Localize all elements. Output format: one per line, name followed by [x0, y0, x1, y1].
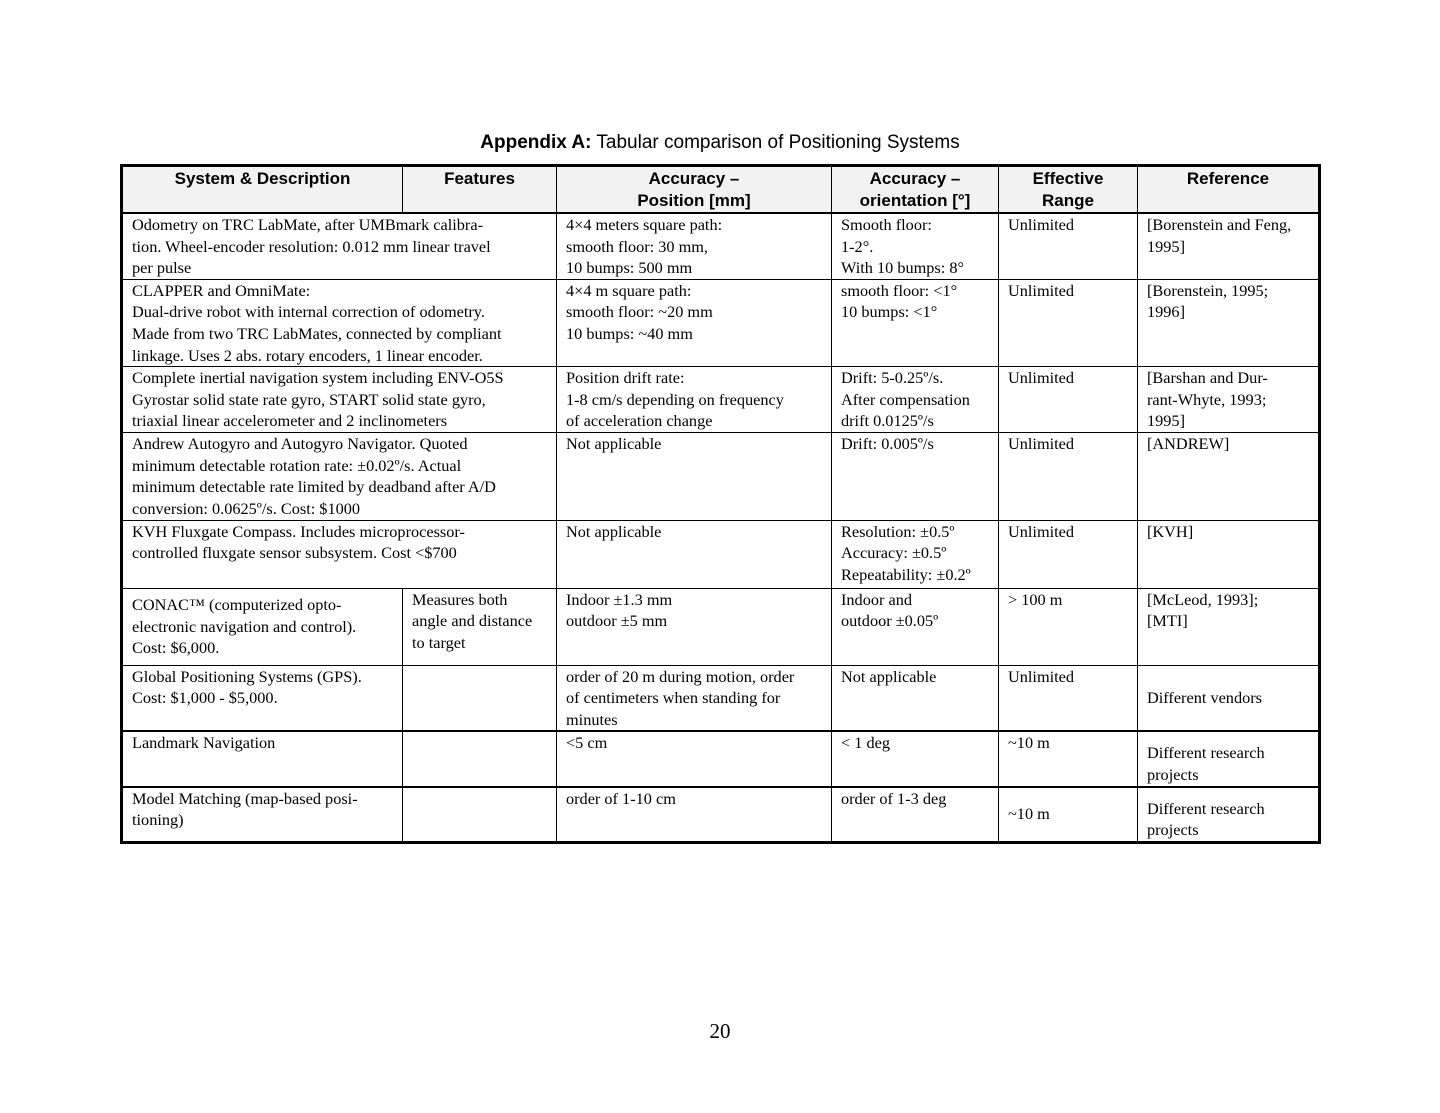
table-row	[122, 787, 1320, 843]
cell-position: Position drift rate: 1-8 cm/s depending on frequency of acceleration change	[557, 367, 832, 433]
table-row	[122, 367, 1320, 433]
table-row	[122, 433, 1320, 520]
page-number: 20	[709, 1019, 731, 1043]
cell-range: ~10 m	[999, 787, 1138, 843]
cell-reference: Different research projects	[1138, 731, 1320, 786]
cell-position: Not applicable	[557, 433, 832, 520]
cell-position: 4×4 m square path: smooth floor: ~20 mm 10 bumps: ~40 mm	[557, 279, 832, 366]
cell-system: Complete inertial navigation system including ENV-O5S Gyrostar solid state rate gyro, START solid state gyro, triaxial linear accelerometer and 2 inclinometers	[122, 367, 557, 433]
cell-system: Andrew Autogyro and Autogyro Navigator. Quoted minimum detectable rotation rate: ±0.02º/s. Actual minimum detectable rate limited by deadband after A/D conversion: 0.0625º/s. Cost: $1000	[122, 433, 557, 520]
cell-reference: [KVH]	[1138, 520, 1320, 588]
table-row	[122, 731, 1320, 786]
cell-reference: [Borenstein, 1995; 1996]	[1138, 279, 1320, 366]
cell-position: Not applicable	[557, 520, 832, 588]
positioning-systems-table	[120, 164, 1321, 844]
cell-range: Unlimited	[999, 665, 1138, 731]
cell-orientation: Not applicable	[832, 665, 999, 731]
cell-position: order of 20 m during motion, order of centimeters when standing for minutes	[557, 665, 832, 731]
cell-orientation: order of 1-3 deg	[832, 787, 999, 843]
cell-position: Indoor ±1.3 mm outdoor ±5 mm	[557, 588, 832, 665]
cell-system: Global Positioning Systems (GPS). Cost: $1,000 - $5,000.	[122, 665, 403, 731]
cell-range: Unlimited	[999, 279, 1138, 366]
table-row	[122, 520, 1320, 588]
header-position-accuracy: Accuracy – Position [mm]	[557, 166, 832, 214]
cell-features	[403, 665, 557, 731]
cell-orientation: Drift: 0.005º/s	[832, 433, 999, 520]
header-reference: Reference	[1138, 166, 1320, 214]
cell-range: Unlimited	[999, 520, 1138, 588]
cell-reference: Different research projects	[1138, 787, 1320, 843]
cell-position: 4×4 meters square path: smooth floor: 30 mm, 10 bumps: 500 mm	[557, 213, 832, 279]
cell-orientation: Smooth floor: 1-2°. With 10 bumps: 8°	[832, 213, 999, 279]
cell-range: Unlimited	[999, 433, 1138, 520]
table-row	[122, 588, 1320, 665]
cell-orientation: smooth floor: <1° 10 bumps: <1°	[832, 279, 999, 366]
table-row	[122, 213, 1320, 279]
cell-system: Model Matching (map-based posi- tioning)	[122, 787, 403, 843]
table-header-row	[122, 166, 1320, 214]
cell-reference: [ANDREW]	[1138, 433, 1320, 520]
cell-range: Unlimited	[999, 367, 1138, 433]
header-effective-range: Effective Range	[999, 166, 1138, 214]
cell-range: > 100 m	[999, 588, 1138, 665]
cell-system: Odometry on TRC LabMate, after UMBmark calibra- tion. Wheel-encoder resolution: 0.012 mm linear travel per pulse	[122, 213, 557, 279]
cell-orientation: Drift: 5-0.25º/s. After compensation drift 0.0125º/s	[832, 367, 999, 433]
cell-reference: [Barshan and Dur- rant-Whyte, 1993; 1995]	[1138, 367, 1320, 433]
caption-text: Tabular comparison of Positioning Systems	[591, 132, 960, 153]
cell-system: CLAPPER and OmniMate: Dual-drive robot with internal correction of odometry. Made from two TRC LabMates, connected by compliant linkage. Uses 2 abs. rotary encoders, 1 linear encoder.	[122, 279, 557, 366]
cell-features: Measures both angle and distance to target	[403, 588, 557, 665]
table-row	[122, 665, 1320, 731]
cell-orientation: Resolution: ±0.5º Accuracy: ±0.5º Repeatability: ±0.2º	[832, 520, 999, 588]
table-row	[122, 279, 1320, 366]
cell-orientation: < 1 deg	[832, 731, 999, 786]
cell-features	[403, 787, 557, 843]
cell-system: Landmark Navigation	[122, 731, 403, 786]
header-features: Features	[403, 166, 557, 214]
cell-position: <5 cm	[557, 731, 832, 786]
caption-label: Appendix A:	[480, 132, 592, 153]
cell-system: CONAC™ (computerized opto- electronic navigation and control). Cost: $6,000.	[122, 588, 403, 665]
cell-position: order of 1-10 cm	[557, 787, 832, 843]
cell-reference: [Borenstein and Feng, 1995]	[1138, 213, 1320, 279]
header-system: System & Description	[122, 166, 403, 214]
cell-range: ~10 m	[999, 731, 1138, 786]
table-caption	[0, 132, 1440, 154]
cell-reference: Different vendors	[1138, 665, 1320, 731]
cell-features	[403, 731, 557, 786]
cell-system: KVH Fluxgate Compass. Includes microprocessor- controlled fluxgate sensor subsystem. Cost <$700	[122, 520, 557, 588]
header-orientation-accuracy: Accuracy – orientation [°]	[832, 166, 999, 214]
cell-range: Unlimited	[999, 213, 1138, 279]
cell-reference: [McLeod, 1993]; [MTI]	[1138, 588, 1320, 665]
cell-orientation: Indoor and outdoor ±0.05º	[832, 588, 999, 665]
